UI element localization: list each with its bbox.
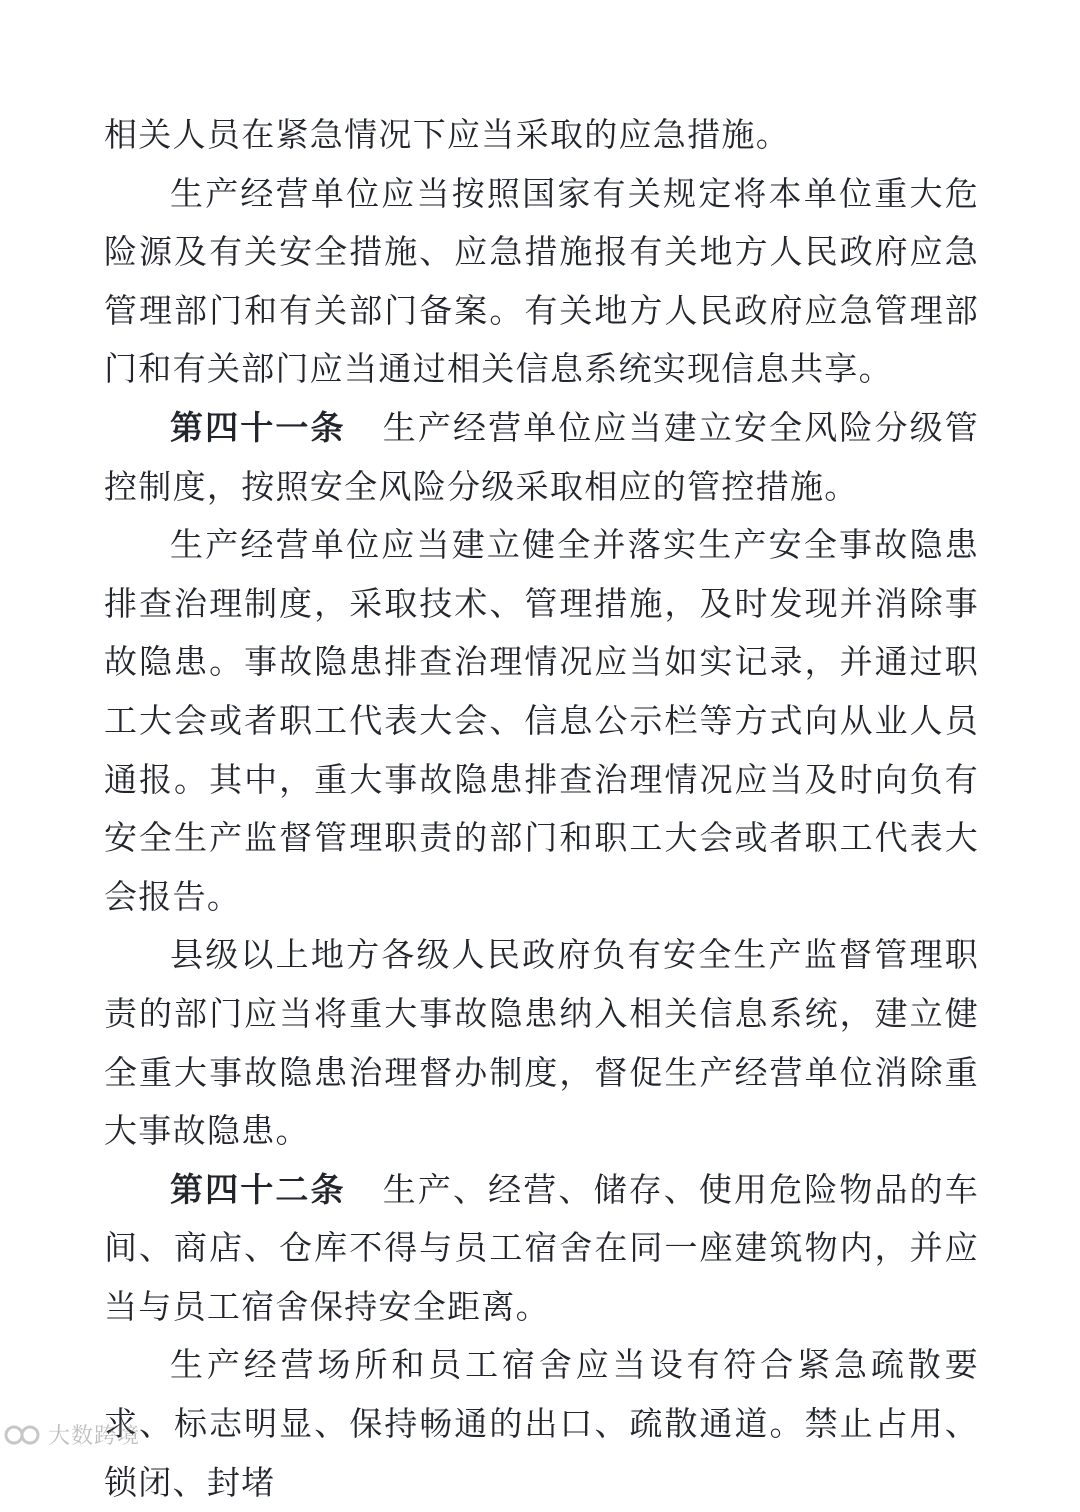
paragraph-text: 生产经营单位应当建立健全并落实生产安全事故隐患排查治理制度，采取技术、管理措施，及时发现并消除事故隐患。事故隐患排查治理情况应当如实记录，并通过职工大会或者职工代表大会、信息公示栏等方式向从业人员通报。其中，重大事故隐患排查治理情况应当及时向负有安全生产监督管理职责的部门和职工大会或者职工代表大会报告。: [104, 525, 979, 916]
paragraph-text: 生产经营场所和员工宿舍应当设有符合紧急疏散要求、标志明显、保持畅通的出口、疏散通道。禁止占用、锁闭、封堵: [104, 1345, 979, 1502]
paragraph-text: 生产经营单位应当按照国家有关规定将本单位重大危险源及有关安全措施、应急措施报有关地方人民政府应急管理部门和有关部门备案。有关地方人民政府应急管理部门和有关部门应当通过相关信息系统实现信息共享。: [104, 173, 979, 389]
watermark-text: 大数跨境: [48, 1424, 141, 1449]
watermark: [4, 1419, 140, 1450]
paragraph: [104, 1336, 979, 1512]
paragraph-text: 生产经营单位应当建立安全风险分级管控制度，按照安全风险分级采取相应的管控措施。: [104, 407, 980, 506]
paragraph-text: 县级以上地方各级人民政府负有安全生产监督管理职责的部门应当将重大事故隐患纳入相关信息系统，建立健全重大事故隐患治理督办制度，督促生产经营单位消除重大事故隐患。: [104, 935, 979, 1151]
document-body: [104, 106, 979, 1512]
loop-logo-icon: [4, 1423, 42, 1447]
paragraph-text: 相关人员在紧急情况下应当采取的应急措施。: [104, 115, 790, 154]
article-heading: 第四十二条: [170, 1169, 346, 1209]
paragraph: [104, 516, 979, 926]
paragraph-text: 生产、经营、储存、使用危险物品的车间、商店、仓库不得与员工宿舍在同一座建筑物内，并应当与员工宿舍保持安全距离。: [104, 1169, 980, 1326]
article-heading: 第四十一条: [170, 407, 346, 447]
paragraph: [104, 165, 979, 399]
article-paragraph: [104, 1161, 979, 1337]
article-paragraph: [104, 399, 979, 516]
paragraph: [104, 106, 979, 165]
paragraph: [104, 926, 979, 1160]
